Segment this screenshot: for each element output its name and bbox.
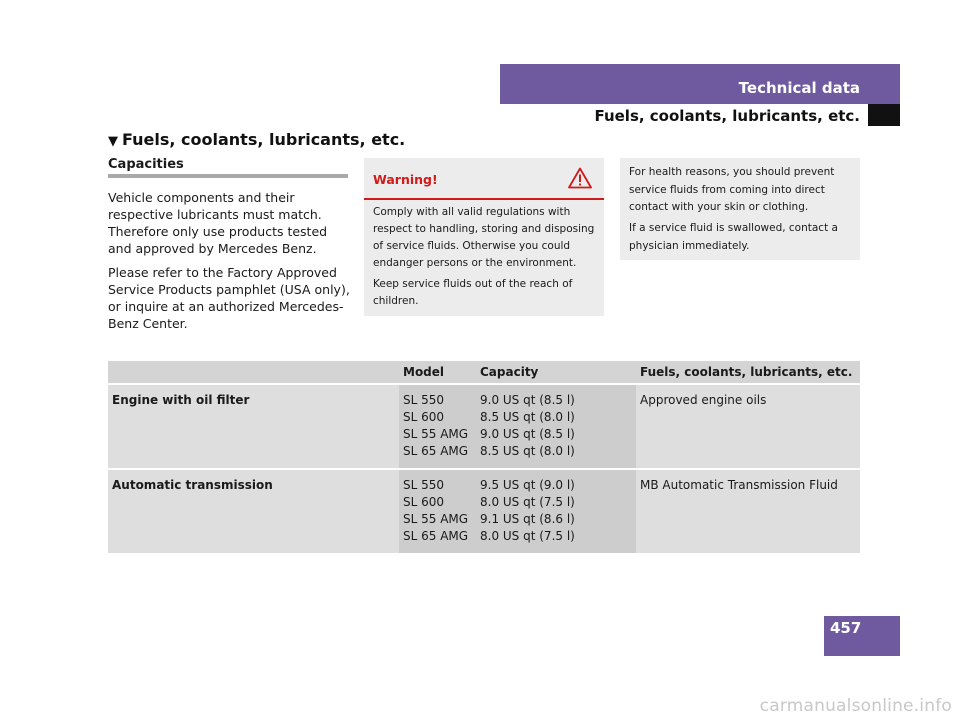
row-capacities bbox=[476, 469, 636, 553]
row-component: Engine with oil filter bbox=[108, 384, 399, 469]
page-title-text: Fuels, coolants, lubricants, etc. bbox=[122, 130, 406, 149]
header-marker-block bbox=[868, 104, 900, 126]
capacity-value: 8.0 US qt (7.5 l) bbox=[480, 529, 575, 543]
warning-divider bbox=[364, 198, 604, 200]
capacity-value: 9.5 US qt (9.0 l) bbox=[480, 478, 575, 492]
warning-text-2: Keep service fluids out of the reach of children. bbox=[373, 278, 573, 307]
capacities-paragraph-1: Vehicle components and their respective lubricants must match. Therefore only use products tested and approved by Mercedes Benz. bbox=[108, 190, 328, 256]
model-name: SL 550 bbox=[403, 393, 445, 407]
table-header-row bbox=[108, 361, 860, 384]
header-model: Model bbox=[399, 361, 476, 384]
health-note-text-2: If a service fluid is swallowed, contact a physician immediately. bbox=[629, 222, 838, 252]
capacity-value: 9.0 US qt (8.5 l) bbox=[480, 393, 575, 407]
row-models bbox=[399, 384, 476, 469]
warning-title: Warning! bbox=[373, 172, 438, 187]
capacity-value: 8.0 US qt (7.5 l) bbox=[480, 495, 575, 509]
model-name: SL 550 bbox=[403, 478, 445, 492]
health-note-box bbox=[620, 158, 860, 260]
warning-triangle-icon bbox=[568, 167, 592, 189]
watermark: carmanualsonline.info bbox=[759, 696, 952, 716]
page-number: 457 bbox=[830, 619, 862, 637]
page-title bbox=[108, 130, 405, 149]
capacity-value: 8.5 US qt (8.0 l) bbox=[480, 410, 575, 424]
warning-text-1: Comply with all valid regulations with respect to handling, storing and disposing of service fluids. Otherwise you could endanger persons or the environment. bbox=[373, 206, 595, 269]
page-number-box bbox=[824, 616, 900, 656]
table-row bbox=[108, 469, 860, 553]
model-name: SL 600 bbox=[403, 495, 445, 509]
table-row bbox=[108, 384, 860, 469]
triangle-down-icon: ▼ bbox=[108, 134, 118, 149]
header-capacity: Capacity bbox=[476, 361, 636, 384]
capacity-value: 9.0 US qt (8.5 l) bbox=[480, 427, 575, 441]
model-name: SL 65 AMG bbox=[403, 444, 469, 458]
row-fluid: MB Automatic Transmission Fluid bbox=[636, 469, 860, 553]
row-component: Automatic transmission bbox=[108, 469, 399, 553]
capacities-table bbox=[108, 361, 860, 553]
header-component bbox=[108, 361, 399, 384]
model-name: SL 600 bbox=[403, 410, 445, 424]
capacities-divider bbox=[108, 174, 348, 178]
model-name: SL 55 AMG bbox=[403, 427, 469, 441]
chapter-header-band bbox=[500, 64, 900, 104]
model-name: SL 55 AMG bbox=[403, 512, 469, 526]
capacity-value: 8.5 US qt (8.0 l) bbox=[480, 444, 575, 458]
section-heading: Fuels, coolants, lubricants, etc. bbox=[594, 107, 860, 125]
row-fluid: Approved engine oils bbox=[636, 384, 860, 469]
row-models bbox=[399, 469, 476, 553]
health-note-text-1: For health reasons, you should prevent service fluids from coming into direct contact with your skin or clothing. bbox=[629, 166, 835, 213]
chapter-title: Technical data bbox=[738, 79, 860, 97]
header-fluids: Fuels, coolants, lubricants, etc. bbox=[636, 361, 860, 384]
warning-box bbox=[364, 158, 604, 316]
row-capacities bbox=[476, 384, 636, 469]
capacities-heading: Capacities bbox=[108, 157, 184, 172]
model-name: SL 65 AMG bbox=[403, 529, 469, 543]
capacities-paragraph-2: Please refer to the Factory Approved Service Products pamphlet (USA only), or inquire at an authorized Mercedes-Benz Center. bbox=[108, 265, 350, 331]
capacity-value: 9.1 US qt (8.6 l) bbox=[480, 512, 575, 526]
